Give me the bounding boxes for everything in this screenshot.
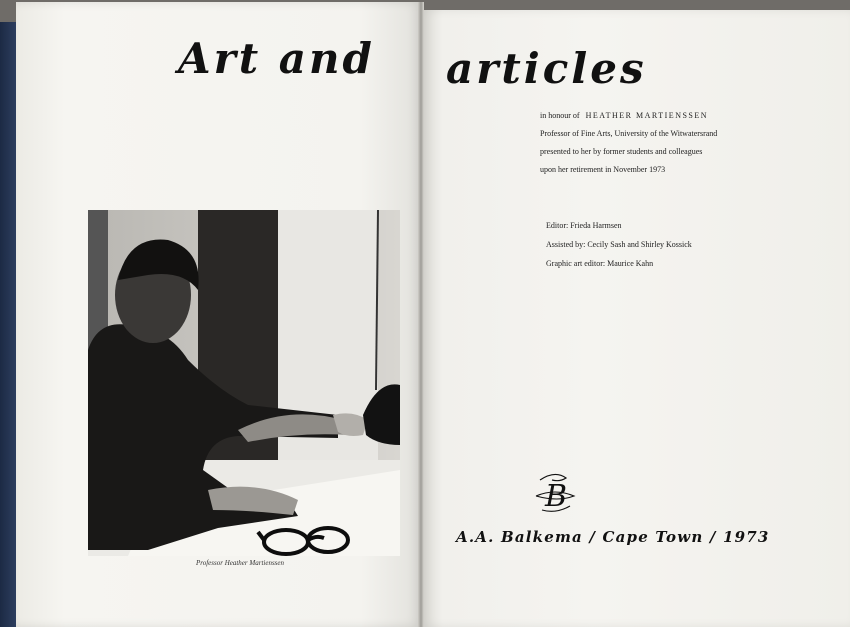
portrait-illustration — [88, 210, 400, 556]
honoree-name: HEATHER MARTIENSSEN — [585, 111, 709, 120]
monogram-letter: B — [545, 479, 568, 514]
dedication-line-2: Professor of Fine Arts, University of the Witwatersrand — [540, 129, 718, 138]
editor-credit: Editor: Frieda Harmsen — [546, 221, 622, 230]
dedication-line-3: presented to her by former students and colleagues — [540, 147, 703, 156]
photo-caption: Professor Heather Martienssen — [195, 559, 284, 567]
dedication-line-4: upon her retirement in November 1973 — [540, 165, 666, 174]
portrait-photo — [88, 210, 400, 556]
assistant-credit: Assisted by: Cecily Sash and Shirley Kossick — [546, 240, 692, 249]
graphic-editor-credit: Graphic art editor: Maurice Kahn — [546, 259, 654, 268]
title-part-2: articles — [446, 44, 647, 93]
title-part-1: Art and — [178, 34, 375, 83]
publisher-monogram-icon — [530, 466, 580, 516]
dedication-line-1 — [540, 112, 708, 120]
dedication-prefix: in honour of — [540, 111, 580, 120]
publisher-line: A.A. Balkema / Cape Town / 1973 — [456, 528, 770, 546]
book-gutter — [418, 2, 424, 627]
